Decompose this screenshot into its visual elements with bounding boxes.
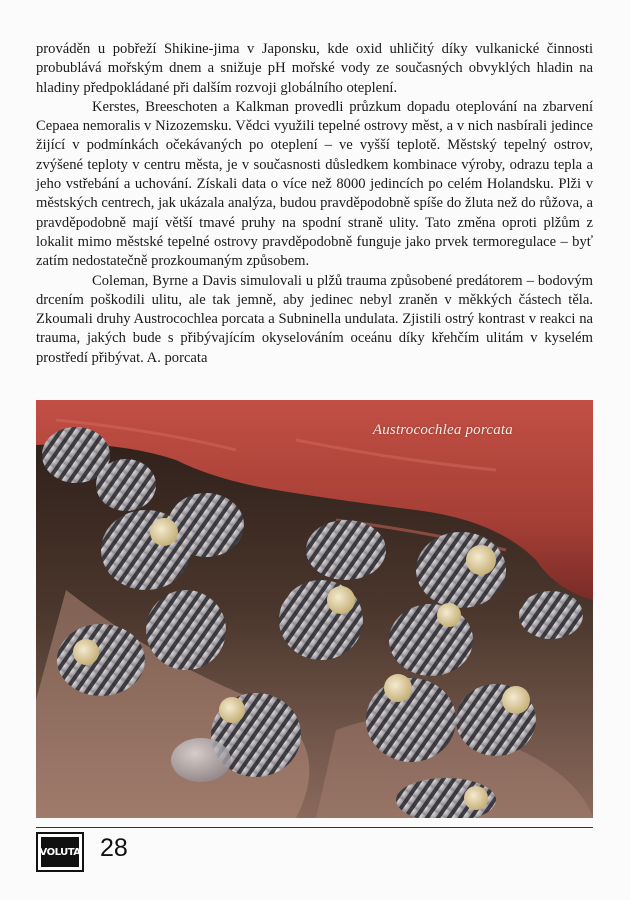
voluta-logo-text: VOLUTA	[41, 837, 79, 867]
photo-caption: Austrocochlea porcata	[372, 422, 513, 438]
snail-photo-illustration	[36, 400, 593, 818]
page-number: 28	[100, 834, 128, 862]
footer-rule	[36, 827, 593, 828]
snail-photo	[36, 400, 593, 818]
paragraph-2: Kerstes, Breeschoten a Kalkman provedli průzkum dopadu oteplování na zbarvení Cepaea nemoralis v Nizozemsku. Vědci využili tepelné ostrovy měst, a v nich nasbírali jedince žijící v podmínkách očekávaných po oteplení – ve vyšší teplotě. Městský tepelný ostrov, zvýšené teploty v centru města, je v současnosti důsledkem kombinace výroby, odrazu tepla a jeho vstřebání a uchování. Získali data o více než 8000 jedincích po celém Holandsku. Plži v městských centrech, jak ukázala analýza, budou pravděpodobně spíše do žluta než do růžova, a pravděpodobně mají větší tmavé pruhy na spodní straně ulity. Tato změna oproti plžům z lokalit mimo městské tepelné ostrovy pravděpodobně funguje jako prvek termoregulace – byť zatím nedostatečně prozkoumaným způsobem.	[36, 98, 593, 270]
voluta-logo	[36, 832, 84, 872]
paragraph-1: prováděn u pobřeží Shikine-jima v Japonsku, kde oxid uhličitý díky vulkanické činnosti probublává mořským dnem a snižuje pH mořské vody ze současných obvyklých hladin na hladiny předpokládané při dalším rozvoji globálního oteplení.	[36, 41, 593, 96]
paragraph-3: Coleman, Byrne a Davis simulovali u plžů trauma způsobené predátorem – bodovým drcením poškodili ulitu, ale tak jemně, aby jedinec nebyl zraněn v měkkých částech těla. Zkoumali druhy Austrocochlea porcata a Subninella undulata. Zjistili ostrý kontrast v reakci na trauma, jakých bude s přibývajícím okyselováním oceánu díky křehčím ulitám v kyselém prostředí přibývat. A. porcata	[36, 272, 593, 366]
article-body	[36, 40, 593, 368]
